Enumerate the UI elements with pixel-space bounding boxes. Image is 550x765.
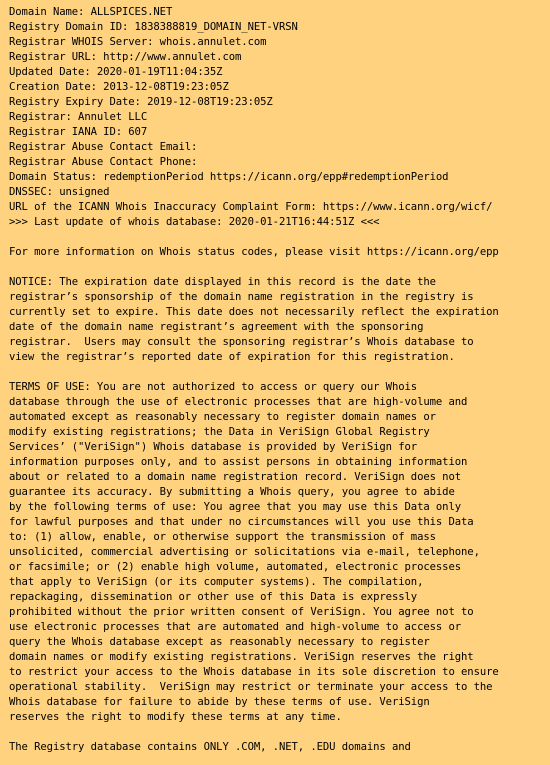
whois-line: query the Whois database except as reasonably necessary to register [9,636,430,648]
whois-line: about or related to a domain name registration record. VeriSign does not [9,471,462,483]
whois-line: Domain Status: redemptionPeriod https://icann.org/epp#redemptionPeriod [9,171,449,183]
blank-line [9,230,499,245]
whois-line: Registrar Abuse Contact Phone: [9,156,198,168]
whois-record-text [9,5,499,755]
whois-line: use electronic processes that are automated and high-volume to access or [9,621,462,633]
whois-line: or facsimile; or (2) enable high volume, automated, electronic processes [9,561,462,573]
whois-line: Services’ ("VeriSign") Whois database is provided by VeriSign for [9,441,418,453]
whois-line: Registrar URL: http://www.annulet.com [9,51,242,63]
whois-line: Registry Domain ID: 1838388819_DOMAIN_NET-VRSN [9,21,298,33]
whois-line: date of the domain name registrant’s agreement with the sponsoring [9,321,424,333]
whois-line: repackaging, dissemination or other use of this Data is expressly [9,591,418,603]
whois-line: DNSSEC: unsigned [9,186,110,198]
whois-line: to: (1) allow, enable, or otherwise support the transmission of mass [9,531,436,543]
whois-line: NOTICE: The expiration date displayed in this record is the date the [9,276,436,288]
whois-line: Domain Name: ALLSPICES.NET [9,6,173,18]
whois-line: guarantee its accuracy. By submitting a Whois query, you agree to abide [9,486,455,498]
whois-line: The Registry database contains ONLY .COM, .NET, .EDU domains and [9,741,411,753]
whois-line: database through the use of electronic processes that are high-volume and [9,396,468,408]
whois-line: URL of the ICANN Whois Inaccuracy Complaint Form: https://www.icann.org/wicf/ [9,201,493,213]
whois-line: Registrar: Annulet LLC [9,111,148,123]
whois-line: For more information on Whois status codes, please visit https://icann.org/epp [9,246,499,258]
whois-line: prohibited without the prior written consent of VeriSign. You agree not to [9,606,474,618]
whois-line: >>> Last update of whois database: 2020-01-21T16:44:51Z <<< [9,216,380,228]
whois-line: automated except as reasonably necessary to register domain names or [9,411,436,423]
whois-line: modify existing registrations; the Data in VeriSign Global Registry [9,426,430,438]
whois-line: Creation Date: 2013-12-08T19:23:05Z [9,81,229,93]
whois-line: view the registrar’s reported date of expiration for this registration. [9,351,455,363]
whois-line: Updated Date: 2020-01-19T11:04:35Z [9,66,223,78]
whois-line: operational stability. VeriSign may restrict or terminate your access to the [9,681,493,693]
whois-line: Registrar Abuse Contact Email: [9,141,198,153]
whois-line: TERMS OF USE: You are not authorized to access or query our Whois [9,381,418,393]
blank-line [9,365,499,380]
whois-line: Registry Expiry Date: 2019-12-08T19:23:05Z [9,96,273,108]
whois-line: Registrar IANA ID: 607 [9,126,148,138]
whois-line: registrar’s sponsorship of the domain name registration in the registry is [9,291,474,303]
whois-line: Registrar WHOIS Server: whois.annulet.com [9,36,267,48]
whois-line: for lawful purposes and that under no circumstances will you use this Data [9,516,474,528]
whois-line: reserves the right to modify these terms at any time. [9,711,342,723]
whois-line: information purposes only, and to assist persons in obtaining information [9,456,468,468]
blank-line [9,725,499,740]
whois-line: currently set to expire. This date does not necessarily reflect the expiration [9,306,499,318]
whois-line: unsolicited, commercial advertising or solicitations via e-mail, telephone, [9,546,480,558]
blank-line [9,260,499,275]
whois-line: Whois database for failure to abide by these terms of use. VeriSign [9,696,430,708]
whois-line: domain names or modify existing registrations. VeriSign reserves the right [9,651,474,663]
whois-line: registrar. Users may consult the sponsoring registrar’s Whois database to [9,336,474,348]
whois-line: by the following terms of use: You agree that you may use this Data only [9,501,462,513]
whois-line: that apply to VeriSign (or its computer systems). The compilation, [9,576,424,588]
whois-line: to restrict your access to the Whois database in its sole discretion to ensure [9,666,499,678]
